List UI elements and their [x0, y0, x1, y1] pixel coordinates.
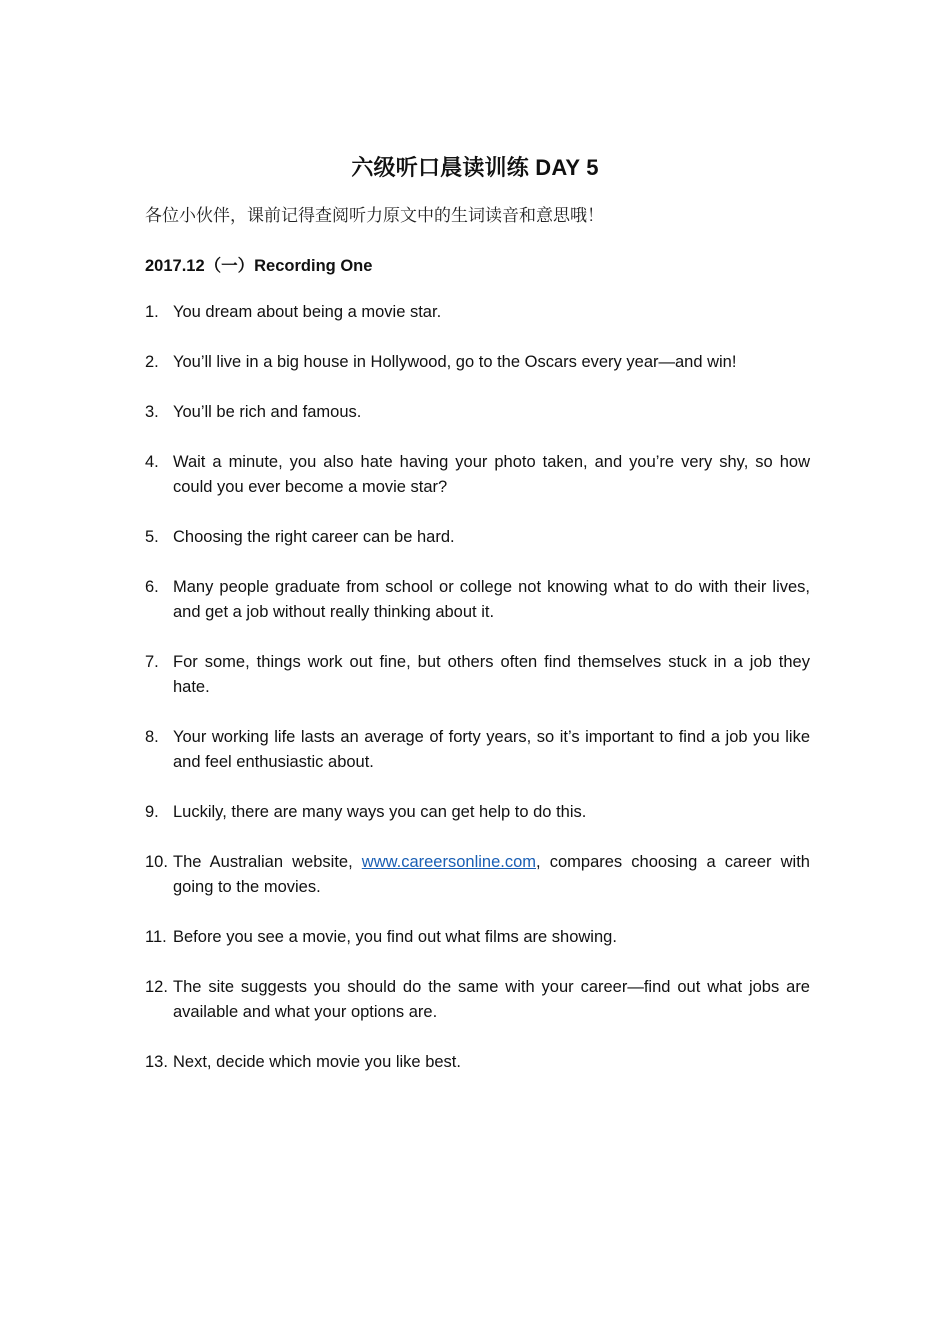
list-item-text: For some, things work out fine, but others often find themselves stuck in a job they hate.: [173, 653, 810, 696]
list-item: [145, 850, 810, 900]
section-heading: 2017.12（一）Recording One: [145, 257, 373, 275]
list-item-text: Next, decide which movie you like best.: [173, 1053, 461, 1071]
list-item-text: You’ll be rich and famous.: [173, 403, 362, 421]
list-item-text: Luckily, there are many ways you can get help to do this.: [173, 803, 587, 821]
list-item: [145, 1050, 810, 1075]
list-item: [145, 575, 810, 625]
page-title: 六级听口晨读训练 DAY 5: [351, 154, 599, 180]
list-item-number: 12.: [145, 978, 168, 996]
list-item: [145, 725, 810, 775]
list-item: [145, 300, 810, 325]
sentence-list: [145, 300, 810, 1100]
list-item-number: 5.: [145, 528, 159, 546]
list-item-number: 4.: [145, 453, 159, 471]
list-item-text: You dream about being a movie star.: [173, 303, 442, 321]
intro-text: 各位小伙伴，课前记得查阅听力原文中的生词读音和意思哦！: [145, 206, 604, 226]
list-item: [145, 350, 810, 375]
list-item-number: 1.: [145, 303, 159, 321]
list-item-number: 3.: [145, 403, 159, 421]
list-item-text: Many people graduate from school or college not knowing what to do with their lives, and get a job without really thinking about it.: [173, 578, 810, 621]
list-item-number: 2.: [145, 353, 159, 371]
list-item-number: 10.: [145, 853, 168, 871]
list-item-number: 9.: [145, 803, 159, 821]
list-item-number: 11.: [145, 928, 167, 946]
list-item-text: The site suggests you should do the same with your career—find out what jobs are available and what your options are.: [173, 978, 810, 1021]
list-item-number: 7.: [145, 653, 159, 671]
list-item-text: Wait a minute, you also hate having your photo taken, and you’re very shy, so how could you ever become a movie star?: [173, 453, 810, 496]
list-item-text: Choosing the right career can be hard.: [173, 528, 455, 546]
list-item: [145, 525, 810, 550]
list-item-text: Your working life lasts an average of forty years, so it’s important to find a job you like and feel enthusiastic about.: [173, 728, 810, 771]
list-item: [145, 800, 810, 825]
list-item: [145, 925, 810, 950]
list-item-text-before: The Australian website,: [173, 853, 362, 871]
list-item: [145, 650, 810, 700]
list-item-number: 13.: [145, 1053, 168, 1071]
list-item: [145, 400, 810, 425]
list-item-number: 8.: [145, 728, 159, 746]
list-item-text-after: , compares choosing a career with going to the movies.: [173, 853, 810, 896]
list-item-text: Before you see a movie, you find out what films are showing.: [173, 928, 617, 946]
list-item-text: You’ll live in a big house in Hollywood, go to the Oscars every year—and win!: [173, 353, 737, 371]
list-item-number: 6.: [145, 578, 159, 596]
list-item: [145, 450, 810, 500]
careersonline-link[interactable]: www.careersonline.com: [361, 853, 537, 871]
list-item: [145, 975, 810, 1025]
